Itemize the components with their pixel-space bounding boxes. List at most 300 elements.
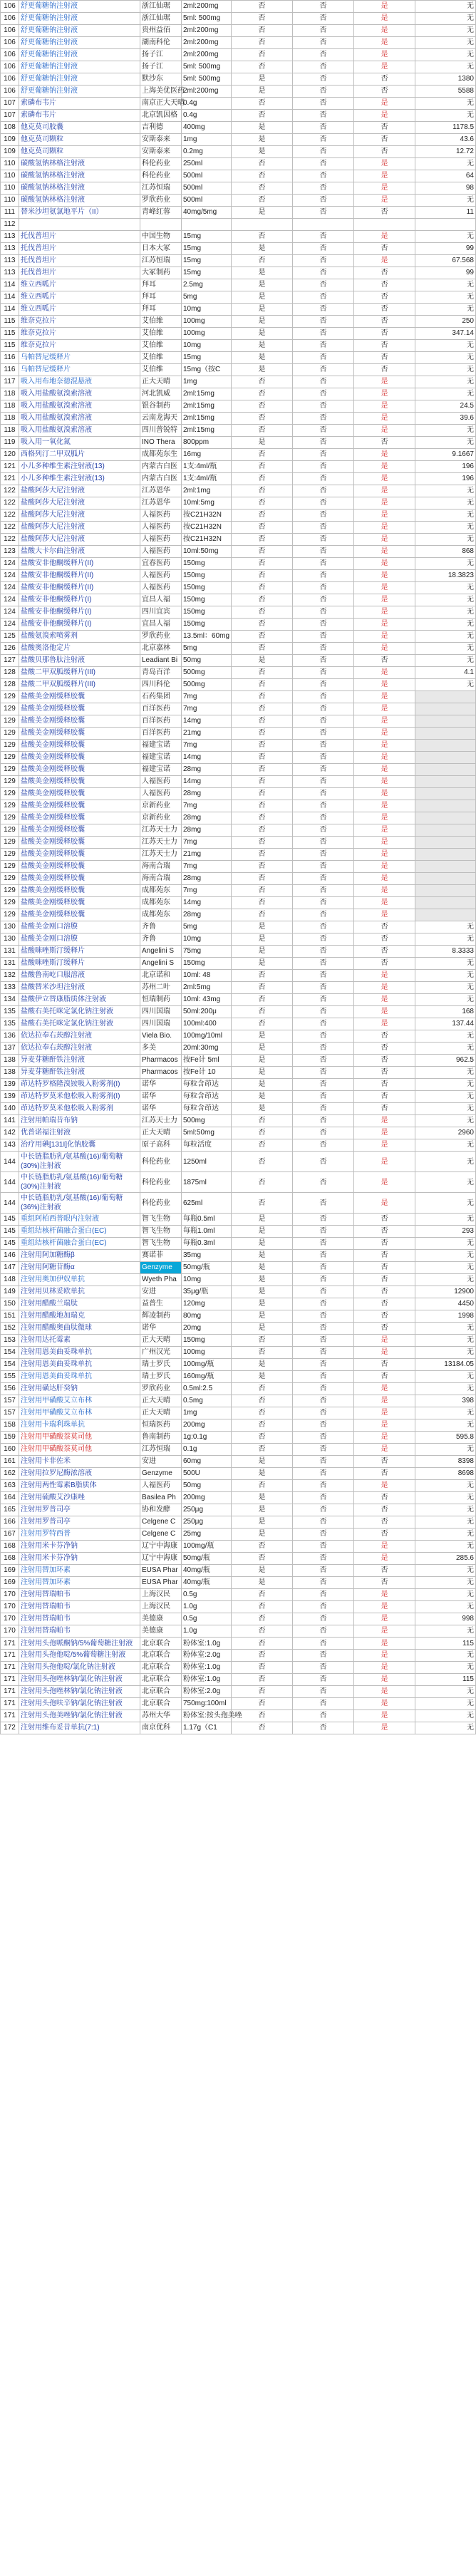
- col-e-cell: 是: [232, 437, 293, 449]
- manufacturer-cell: 北京联合: [140, 1650, 182, 1662]
- drug-name-cell: 盐酸美金刚口溶膜: [19, 921, 140, 933]
- drug-name-cell: 注射用头孢唑林钠/氯化钠注射液: [19, 1686, 140, 1698]
- price-cell: [415, 849, 476, 861]
- col-e-cell: 否: [232, 885, 293, 897]
- drug-name-cell: 小儿多种维生素注射液(13): [19, 473, 140, 485]
- col-f-cell: 否: [293, 1468, 354, 1480]
- row-number-cell: 169: [1, 1577, 19, 1589]
- drug-name-cell: 盐酸美金刚缓释胶囊: [19, 776, 140, 788]
- specification-cell: 每瓶0.3ml: [182, 1238, 232, 1250]
- price-cell: 无: [415, 388, 476, 400]
- row-number-cell: 171: [1, 1710, 19, 1722]
- specification-cell: 每粒含茚达: [182, 1091, 232, 1103]
- drug-name-cell: 盐酸咪唑斯汀缓释片: [19, 958, 140, 970]
- specification-cell: 500ml: [182, 195, 232, 207]
- drug-name-cell: 盐酸安非他酮缓释片(I): [19, 606, 140, 619]
- price-cell: 595.8: [415, 1432, 476, 1444]
- specification-cell: 750mg:100ml: [182, 1698, 232, 1710]
- specification-cell: 按Fe计 10: [182, 1067, 232, 1079]
- row-number-cell: 155: [1, 1371, 19, 1383]
- table-row: [1, 570, 476, 582]
- manufacturer-cell: Pharmacos: [140, 1055, 182, 1067]
- drug-name-cell: 注射用替瑞帕韦: [19, 1613, 140, 1625]
- col-f-cell: 否: [293, 1214, 354, 1226]
- price-cell: 无: [415, 49, 476, 61]
- col-f-cell: 否: [293, 1091, 354, 1103]
- table-row: [1, 1359, 476, 1371]
- col-e-cell: 是: [232, 1238, 293, 1250]
- col-f-cell: 否: [293, 873, 354, 885]
- col-g-cell: 是: [354, 1710, 415, 1722]
- drug-name-cell: 注射用罗普司亭: [19, 1504, 140, 1516]
- drug-name-cell: 盐酸美金刚口溶膜: [19, 933, 140, 946]
- row-number-cell: 151: [1, 1310, 19, 1323]
- drug-name-cell: 索磷布韦片: [19, 98, 140, 110]
- manufacturer-cell: 江苏恒瑞: [140, 255, 182, 267]
- table-row: [1, 1238, 476, 1250]
- col-f-cell: 否: [293, 1674, 354, 1686]
- col-g-cell: 是: [354, 182, 415, 195]
- table-row: [1, 1504, 476, 1516]
- price-cell: [415, 788, 476, 800]
- price-cell: 无: [415, 1601, 476, 1613]
- price-cell: [415, 752, 476, 764]
- col-f-cell: 否: [293, 1577, 354, 1589]
- col-e-cell: 否: [232, 461, 293, 473]
- col-f-cell: 否: [293, 994, 354, 1006]
- col-g-cell: 是: [354, 1115, 415, 1127]
- col-g-cell: 是: [354, 1347, 415, 1359]
- row-number-cell: 171: [1, 1674, 19, 1686]
- row-number-cell: 171: [1, 1698, 19, 1710]
- price-cell: 2960: [415, 1127, 476, 1139]
- specification-cell: 35mg: [182, 1250, 232, 1262]
- col-g-cell: 否: [354, 1079, 415, 1091]
- table-row: [1, 413, 476, 425]
- row-number-cell: 143: [1, 1139, 19, 1152]
- table-row: [1, 1395, 476, 1407]
- drug-name-cell: 注射用甲磺酸萘莫司他: [19, 1432, 140, 1444]
- specification-cell: 50mg/瓶: [182, 1262, 232, 1274]
- specification-cell: 15mg: [182, 267, 232, 279]
- col-e-cell: 否: [232, 994, 293, 1006]
- manufacturer-cell: 人福医药: [140, 570, 182, 582]
- drug-name-cell: 盐酸美金刚缓释胶囊: [19, 800, 140, 812]
- manufacturer-cell: Wyeth Pha: [140, 1274, 182, 1286]
- col-e-cell: 否: [232, 606, 293, 619]
- table-row: [1, 1323, 476, 1335]
- col-f-cell: 否: [293, 1480, 354, 1492]
- col-f-cell: 否: [293, 376, 354, 388]
- price-cell: 无: [415, 110, 476, 122]
- table-row: [1, 146, 476, 158]
- col-e-cell: 是: [232, 243, 293, 255]
- col-e-cell: 是: [232, 1310, 293, 1323]
- manufacturer-cell: 智飞生物: [140, 1238, 182, 1250]
- price-cell: 67.568: [415, 255, 476, 267]
- table-row: [1, 861, 476, 873]
- price-cell: 5588: [415, 86, 476, 98]
- row-number-cell: 117: [1, 376, 19, 388]
- col-f-cell: 否: [293, 1601, 354, 1613]
- table-row: [1, 195, 476, 207]
- price-cell: [415, 909, 476, 921]
- manufacturer-cell: 青峰红蓉: [140, 207, 182, 219]
- table-row: [1, 1625, 476, 1638]
- manufacturer-cell: 上海汉民: [140, 1601, 182, 1613]
- col-e-cell: 否: [232, 1115, 293, 1127]
- col-g-cell: 是: [354, 1127, 415, 1139]
- table-row: [1, 619, 476, 631]
- col-e-cell: 是: [232, 1091, 293, 1103]
- drug-name-cell: 维立西呱片: [19, 291, 140, 304]
- col-g-cell: 否: [354, 352, 415, 364]
- col-e-cell: 是: [232, 933, 293, 946]
- col-e-cell: 是: [232, 207, 293, 219]
- table-row: [1, 1193, 476, 1214]
- manufacturer-cell: 浙江仙琚: [140, 1, 182, 13]
- manufacturer-cell: 正大天晴: [140, 1407, 182, 1419]
- col-f-cell: 否: [293, 1286, 354, 1298]
- col-g-cell: 否: [354, 1030, 415, 1043]
- price-cell: 无: [415, 1662, 476, 1674]
- specification-cell: 按C21H32N: [182, 534, 232, 546]
- table-row: [1, 1383, 476, 1395]
- col-f-cell: 否: [293, 946, 354, 958]
- col-e-cell: 是: [232, 146, 293, 158]
- specification-cell: 500ml: [182, 170, 232, 182]
- row-number-cell: 170: [1, 1625, 19, 1638]
- col-g-cell: 否: [354, 1359, 415, 1371]
- price-cell: 无: [415, 61, 476, 73]
- drug-name-cell: 注射用醋酸奥曲肽微球: [19, 1323, 140, 1335]
- specification-cell: 1g:0.1g: [182, 1432, 232, 1444]
- price-cell: 无: [415, 497, 476, 509]
- col-e-cell: 否: [232, 1638, 293, 1650]
- table-row: [1, 970, 476, 982]
- specification-cell: 粉体室:1.0g: [182, 1674, 232, 1686]
- price-cell: 无: [415, 1710, 476, 1722]
- manufacturer-cell: 人福医药: [140, 1480, 182, 1492]
- row-number-cell: 144: [1, 1172, 19, 1193]
- manufacturer-cell: 吉利德: [140, 122, 182, 134]
- manufacturer-cell: 艾伯维: [140, 352, 182, 364]
- specification-cell: 10ml: 43mg: [182, 994, 232, 1006]
- col-g-cell: 否: [354, 946, 415, 958]
- manufacturer-cell: 四川国瑞: [140, 1018, 182, 1030]
- drug-name-cell: 注射用罗特西普: [19, 1528, 140, 1541]
- specification-cell: 15mg: [182, 243, 232, 255]
- col-g-cell: 是: [354, 25, 415, 37]
- row-number-cell: 138: [1, 1067, 19, 1079]
- row-number-cell: 154: [1, 1359, 19, 1371]
- col-e-cell: 否: [232, 1686, 293, 1698]
- manufacturer-cell: EUSA Phar: [140, 1565, 182, 1577]
- col-e-cell: 否: [232, 522, 293, 534]
- specification-cell: 1mg: [182, 1407, 232, 1419]
- table-row: [1, 1274, 476, 1286]
- specification-cell: 按C21H32N: [182, 522, 232, 534]
- col-f-cell: 否: [293, 619, 354, 631]
- manufacturer-cell: 协和发酵: [140, 1504, 182, 1516]
- specification-cell: 1mg: [182, 376, 232, 388]
- row-number-cell: 163: [1, 1480, 19, 1492]
- drug-name-cell: 舒更葡糖钠注射液: [19, 1, 140, 13]
- col-e-cell: 否: [232, 631, 293, 643]
- col-e-cell: 否: [232, 509, 293, 522]
- col-g-cell: 是: [354, 1193, 415, 1214]
- drug-name-cell: 注射用米卡芬净钠: [19, 1553, 140, 1565]
- drug-name-cell: 舒更葡糖钠注射液: [19, 13, 140, 25]
- col-f-cell: 否: [293, 837, 354, 849]
- manufacturer-cell: 青岛百洋: [140, 667, 182, 679]
- price-cell: 13184.05: [415, 1359, 476, 1371]
- row-number-cell: 110: [1, 158, 19, 170]
- col-e-cell: 否: [232, 582, 293, 594]
- specification-cell: 100mg: [182, 1347, 232, 1359]
- manufacturer-cell: 辽宁中海康: [140, 1541, 182, 1553]
- col-f-cell: 否: [293, 255, 354, 267]
- specification-cell: 粉体室:按头孢美唑: [182, 1710, 232, 1722]
- col-e-cell: 是: [232, 86, 293, 98]
- row-number-cell: 113: [1, 267, 19, 279]
- price-cell: [415, 800, 476, 812]
- col-e-cell: 是: [232, 267, 293, 279]
- drug-name-cell: 盐酸阿莎大尼注射液: [19, 522, 140, 534]
- col-g-cell: 否: [354, 1214, 415, 1226]
- col-g-cell: 是: [354, 1139, 415, 1152]
- row-number-cell: 166: [1, 1516, 19, 1528]
- row-number-cell: 171: [1, 1650, 19, 1662]
- col-g-cell: 是: [354, 1152, 415, 1172]
- price-cell: 43.6: [415, 134, 476, 146]
- manufacturer-cell: 多美: [140, 1043, 182, 1055]
- price-cell: 无: [415, 558, 476, 570]
- row-number-cell: 157: [1, 1395, 19, 1407]
- specification-cell: 21mg: [182, 728, 232, 740]
- manufacturer-cell: 北京嘉林: [140, 643, 182, 655]
- col-f-cell: 否: [293, 1262, 354, 1274]
- drug-name-cell: 托伐普坦片: [19, 243, 140, 255]
- col-e-cell: 是: [232, 340, 293, 352]
- table-row: [1, 812, 476, 824]
- col-e-cell: 是: [232, 655, 293, 667]
- table-row: [1, 837, 476, 849]
- specification-cell: 每粒含茚达: [182, 1079, 232, 1091]
- col-g-cell: 否: [354, 267, 415, 279]
- manufacturer-cell: Celgene C: [140, 1516, 182, 1528]
- specification-cell: 150mg: [182, 606, 232, 619]
- specification-cell: 0.5ml:2.5: [182, 1383, 232, 1395]
- table-row: [1, 1310, 476, 1323]
- col-f-cell: 否: [293, 1103, 354, 1115]
- col-g-cell: 否: [354, 291, 415, 304]
- col-e-cell: 否: [232, 643, 293, 655]
- row-number-cell: 150: [1, 1298, 19, 1310]
- specification-cell: 28mg: [182, 824, 232, 837]
- drug-name-cell: 盐酸鲁南屹口服溶液: [19, 970, 140, 982]
- row-number-cell: 108: [1, 122, 19, 134]
- drug-name-cell: 盐酸美金刚缓释胶囊: [19, 873, 140, 885]
- row-number-cell: 113: [1, 243, 19, 255]
- row-number-cell: 127: [1, 655, 19, 667]
- table-row: [1, 170, 476, 182]
- specification-cell: 1.0g: [182, 1601, 232, 1613]
- col-f-cell: 否: [293, 897, 354, 909]
- table-row: [1, 110, 476, 122]
- price-cell: 无: [415, 522, 476, 534]
- col-f-cell: 否: [293, 158, 354, 170]
- specification-cell: 150mg: [182, 1335, 232, 1347]
- manufacturer-cell: 恒瑞制药: [140, 994, 182, 1006]
- col-f-cell: 否: [293, 522, 354, 534]
- drug-name-cell: 盐酸安非他酮缓释片(II): [19, 558, 140, 570]
- col-g-cell: 是: [354, 643, 415, 655]
- table-row: [1, 13, 476, 25]
- table-row: [1, 1674, 476, 1686]
- row-number-cell: 172: [1, 1722, 19, 1734]
- table-row: [1, 134, 476, 146]
- manufacturer-cell: 辉凌制药: [140, 1310, 182, 1323]
- col-g-cell: 否: [354, 122, 415, 134]
- col-g-cell: 是: [354, 49, 415, 61]
- col-g-cell: 是: [354, 449, 415, 461]
- drug-name-cell: 注射用头孢呋辛钠/氯化钠注射液: [19, 1698, 140, 1710]
- row-number-cell: 129: [1, 897, 19, 909]
- specification-cell: 7mg: [182, 885, 232, 897]
- col-g-cell: 否: [354, 279, 415, 291]
- table-row: [1, 61, 476, 73]
- col-e-cell: 是: [232, 1504, 293, 1516]
- col-f-cell: 否: [293, 1565, 354, 1577]
- row-number-cell: 134: [1, 994, 19, 1006]
- drug-name-cell: 依达拉奉右莰醇注射液: [19, 1043, 140, 1055]
- price-cell: 无: [415, 1371, 476, 1383]
- col-g-cell: 是: [354, 667, 415, 679]
- price-cell: 无: [415, 1335, 476, 1347]
- table-row: [1, 1139, 476, 1152]
- col-g-cell: 否: [354, 1504, 415, 1516]
- price-cell: 无: [415, 1504, 476, 1516]
- specification-cell: 35μg/瓶: [182, 1286, 232, 1298]
- price-cell: [415, 812, 476, 824]
- manufacturer-cell: 人福医药: [140, 522, 182, 534]
- price-cell: 4.1: [415, 667, 476, 679]
- price-cell: 无: [415, 1444, 476, 1456]
- col-f-cell: 否: [293, 13, 354, 25]
- row-number-cell: 141: [1, 1115, 19, 1127]
- row-number-cell: 129: [1, 728, 19, 740]
- table-row: [1, 667, 476, 679]
- col-g-cell: 是: [354, 970, 415, 982]
- col-f-cell: 否: [293, 1625, 354, 1638]
- manufacturer-cell: Celgene C: [140, 1528, 182, 1541]
- table-row: [1, 182, 476, 195]
- col-f-cell: 否: [293, 1079, 354, 1091]
- manufacturer-cell: 成都苑东: [140, 909, 182, 921]
- manufacturer-cell: 美德康: [140, 1613, 182, 1625]
- drug-name-cell: 乌帕替尼缓释片: [19, 364, 140, 376]
- price-cell: 无: [415, 13, 476, 25]
- manufacturer-cell: 江苏天士力: [140, 837, 182, 849]
- specification-cell: 28mg: [182, 812, 232, 824]
- price-cell: [415, 740, 476, 752]
- price-cell: 8698: [415, 1468, 476, 1480]
- manufacturer-cell: 海南合瑞: [140, 873, 182, 885]
- specification-cell: 150mg: [182, 558, 232, 570]
- col-g-cell: 是: [354, 619, 415, 631]
- table-row: [1, 873, 476, 885]
- col-e-cell: 否: [232, 158, 293, 170]
- col-g-cell: 是: [354, 1419, 415, 1432]
- manufacturer-cell: 罗欣药业: [140, 195, 182, 207]
- col-f-cell: 否: [293, 146, 354, 158]
- col-g-cell: 否: [354, 86, 415, 98]
- drug-name-cell: 盐酸美金刚缓释胶囊: [19, 691, 140, 703]
- col-g-cell: 否: [354, 328, 415, 340]
- col-e-cell: 否: [232, 485, 293, 497]
- manufacturer-cell: 瑞士罗氏: [140, 1371, 182, 1383]
- col-e-cell: 是: [232, 1359, 293, 1371]
- col-f-cell: 否: [293, 413, 354, 425]
- col-f-cell: 否: [293, 195, 354, 207]
- col-e-cell: 是: [232, 1468, 293, 1480]
- manufacturer-cell: 江苏天士力: [140, 849, 182, 861]
- price-cell: 无: [415, 1091, 476, 1103]
- price-cell: 无: [415, 1419, 476, 1432]
- specification-cell: 50ml:200μ: [182, 1006, 232, 1018]
- row-number-cell: 171: [1, 1662, 19, 1674]
- col-f-cell: 否: [293, 1323, 354, 1335]
- drug-name-cell: 盐酸美金刚缓释胶囊: [19, 728, 140, 740]
- drug-name-cell: 茚达特罗格隆溴铵吸入粉雾剂(I): [19, 1079, 140, 1091]
- specification-cell: 60mg: [182, 1456, 232, 1468]
- col-g-cell: 是: [354, 425, 415, 437]
- col-f-cell: 否: [293, 425, 354, 437]
- col-g-cell: 否: [354, 1371, 415, 1383]
- table-row: [1, 1686, 476, 1698]
- manufacturer-cell: 浙江仙琚: [140, 13, 182, 25]
- price-cell: 无: [415, 594, 476, 606]
- drug-name-cell: 重组阿柏西普眼内注射液: [19, 1214, 140, 1226]
- col-f-cell: 否: [293, 1018, 354, 1030]
- drug-name-cell: 托伐普坦片: [19, 255, 140, 267]
- row-number-cell: 168: [1, 1541, 19, 1553]
- price-cell: [415, 873, 476, 885]
- col-g-cell: [354, 219, 415, 231]
- col-g-cell: 是: [354, 485, 415, 497]
- col-g-cell: 是: [354, 897, 415, 909]
- col-g-cell: 是: [354, 1172, 415, 1193]
- col-f-cell: 否: [293, 61, 354, 73]
- col-g-cell: 是: [354, 558, 415, 570]
- table-row: [1, 740, 476, 752]
- drug-name-cell: 注射用帕瑞昔布钠: [19, 1115, 140, 1127]
- col-e-cell: 否: [232, 231, 293, 243]
- price-cell: 无: [415, 1541, 476, 1553]
- row-number-cell: 148: [1, 1274, 19, 1286]
- specification-cell: 20ml:30mg: [182, 1043, 232, 1055]
- row-number-cell: 145: [1, 1214, 19, 1226]
- col-f-cell: 否: [293, 1504, 354, 1516]
- specification-cell: 14mg: [182, 897, 232, 909]
- specification-cell: 500ml: [182, 182, 232, 195]
- col-g-cell: 否: [354, 1298, 415, 1310]
- row-number-cell: 129: [1, 909, 19, 921]
- col-e-cell: 否: [232, 1018, 293, 1030]
- manufacturer-cell: 原子高科: [140, 1139, 182, 1152]
- row-number-cell: 129: [1, 752, 19, 764]
